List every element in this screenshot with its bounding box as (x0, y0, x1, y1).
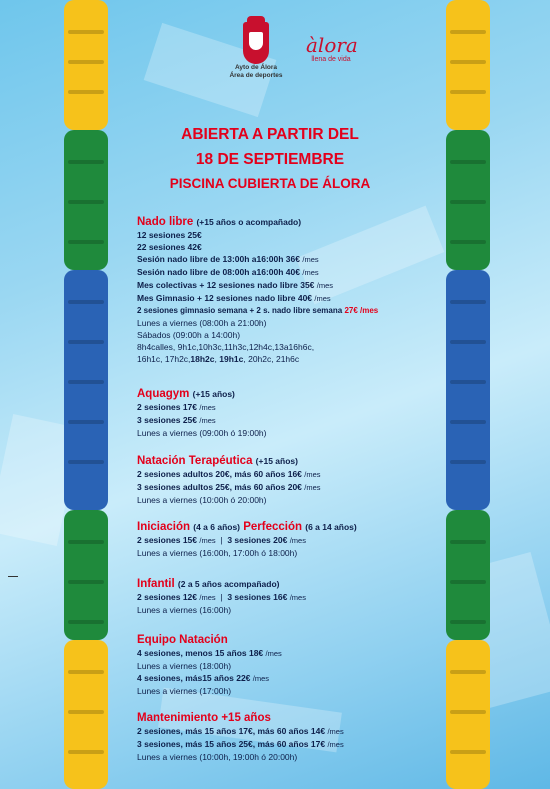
section-title: Aquagym (+15 años) (137, 388, 235, 400)
price-line: 2 sesiones 12€ /mes | 3 sesiones 16€ /mes (137, 592, 306, 602)
price-line: 2 sesiones adultos 20€, más 60 años 16€ /mes (137, 469, 321, 479)
price-line: 3 sesiones, más 15 años 25€, más 60 años 17€ /mes (137, 739, 344, 749)
schedule-line: Lunes a viernes (09:00h ó 19:00h) (137, 428, 267, 438)
schedule-line: Lunes a viernes (18:00h) (137, 661, 232, 671)
schedule-line: Lunes a viernes (08:00h a 21:00h) (137, 318, 267, 328)
price-line: 4 sesiones, menos 15 años 18€ /mes (137, 648, 282, 658)
price-line: 12 sesiones 25€ (137, 230, 202, 240)
price-line: 2 sesiones, más 15 años 17€, más 60 años 14€ /mes (137, 726, 344, 736)
section-title: Infantil (2 a 5 años acompañado) (137, 578, 280, 590)
section-nado-libre (137, 215, 447, 365)
alora-brand-logo (306, 34, 356, 63)
ayto-name: Ayto de Álora (234, 64, 277, 71)
headline-line-2: 18 DE SEPTIEMBRE (195, 151, 345, 168)
price-line: 3 sesiones 25€ /mes (137, 415, 216, 425)
price-line: Mes colectivas + 12 sesiones nado libre 35€ /mes (137, 280, 334, 290)
schedule-line: Lunes a viernes (16:00h) (137, 605, 232, 615)
lanes-line: 8h4calles, 9h1c,10h3c,11h3c,12h4c,13a16h6c, (137, 342, 315, 352)
ayuntamiento-logo (226, 22, 286, 80)
price-line: Sesión nado libre de 13:00h a16:00h 36€ /mes (137, 254, 319, 264)
headline-line-3: PISCINA CUBIERTA DE ÁLORA (169, 176, 371, 191)
section-equipo-natacion (137, 633, 447, 697)
price-line: 22 sesiones 42€ (137, 242, 202, 252)
alora-slogan: llena de vida (311, 56, 351, 63)
coat-of-arms-icon (243, 22, 269, 64)
schedule-line: Lunes a viernes (17:00h) (137, 686, 232, 696)
section-natacion-terapeutica (137, 454, 447, 506)
section-title: Mantenimiento +15 años (137, 712, 271, 724)
price-line: 4 sesiones, más15 años 22€ /mes (137, 673, 270, 683)
headline-line-1: ABIERTA A PARTIR DEL (181, 126, 359, 143)
schedule-line: Lunes a viernes (10:00h, 19:00h ó 20:00h) (137, 752, 298, 762)
ayto-department: Área de deportes (229, 72, 283, 79)
lanes-line: 16h1c, 17h2c,18h2c, 19h1c, 20h2c, 21h6c (137, 354, 300, 364)
schedule-line: Lunes a viernes (16:00h, 17:00h ó 18:00h) (137, 548, 298, 558)
price-line: 2 sesiones gimnasio semana + 2 s. nado libre semana 27€ /mes (137, 306, 379, 315)
price-line: 2 sesiones 17€ /mes (137, 402, 216, 412)
section-infantil (137, 577, 447, 616)
schedule-line: Lunes a viernes (10:00h ó 20:00h) (137, 495, 267, 505)
section-title: Equipo Natación (137, 634, 228, 646)
section-aquagym (137, 387, 447, 439)
section-mantenimiento (137, 711, 447, 763)
schedule-line: Sábados (09:00h a 14:00h) (137, 330, 241, 340)
price-line: Sesión nado libre de 08:00h a16:00h 40€ /mes (137, 267, 319, 277)
price-line: 3 sesiones adultos 25€, más 60 años 20€ /mes (137, 482, 321, 492)
section-title: Iniciación (4 a 6 años) Perfección (6 a 14 años) (137, 521, 357, 533)
price-line: 2 sesiones 15€ /mes | 3 sesiones 20€ /mes (137, 535, 306, 545)
alora-wordmark: àlora (306, 33, 358, 57)
section-title: Nado libre (+15 años o acompañado) (137, 216, 302, 228)
price-line: Mes Gimnasio + 12 sesiones nado libre 40€ /mes (137, 293, 331, 303)
section-title: Natación Terapéutica (+15 años) (137, 455, 298, 467)
section-iniciacion-perfeccion (137, 520, 447, 559)
